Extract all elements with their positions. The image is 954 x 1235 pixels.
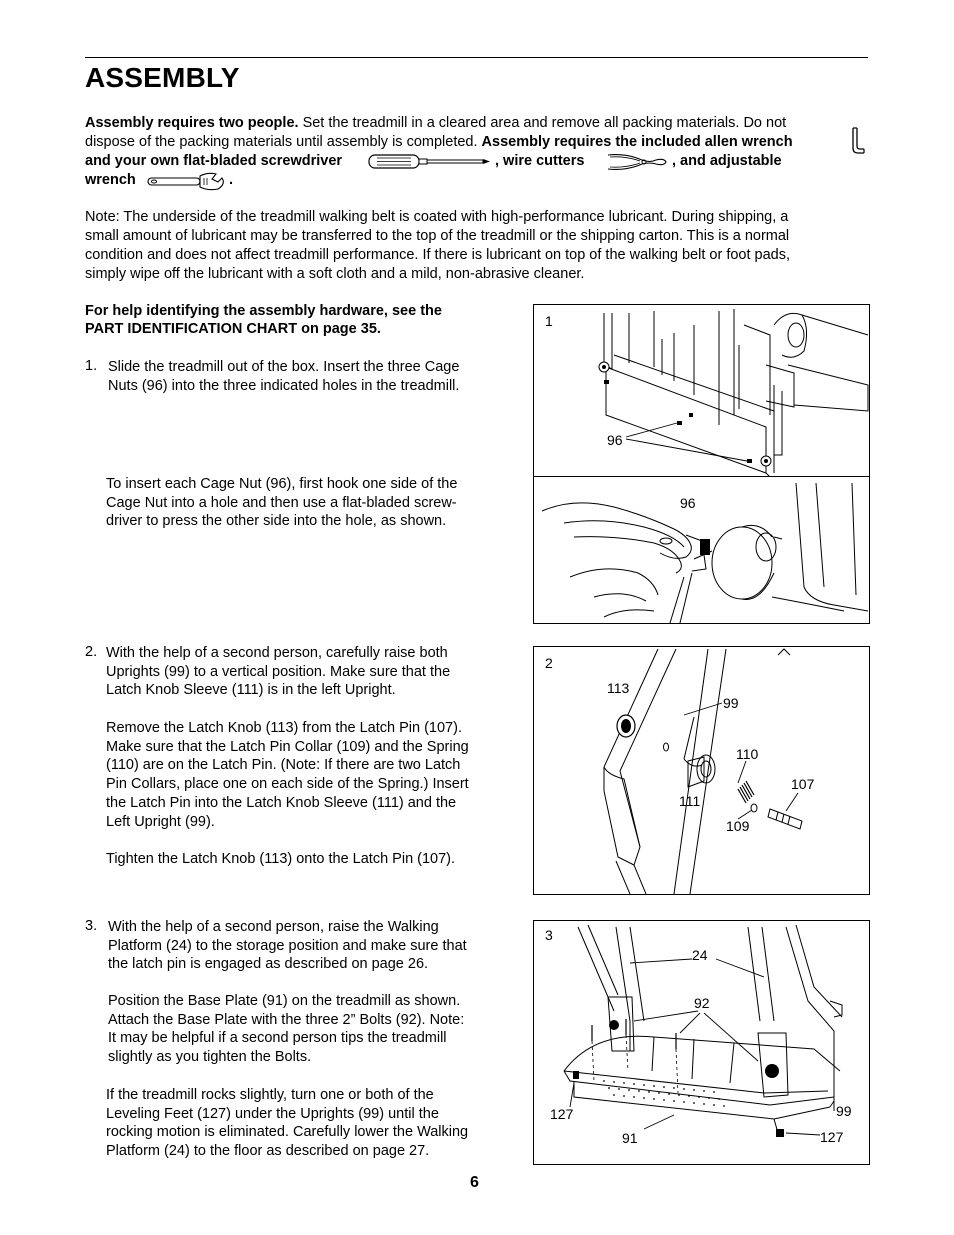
figure-2 <box>533 646 870 895</box>
header-rule <box>85 57 868 58</box>
step-2-text: With the help of a second person, carefully raise both Uprights (99) to a vertical position. Make sure that the Latch Knob Sleeve (111) is in the left Upright. <box>106 645 451 699</box>
figure-3-callout-91: 91 <box>622 1130 638 1146</box>
figure-1-detail-drawing <box>534 477 869 623</box>
page-title: ASSEMBLY <box>85 62 240 93</box>
figure-1-detail <box>533 476 870 624</box>
step-1-text: Slide the treadmill out of the box. Insert the three Cage Nuts (96) into the three indicated holes in the treadmill. <box>108 359 460 394</box>
figure-1-callout-96: 96 <box>607 432 623 448</box>
help-line-1: For help identifying the assembly hardware, see the <box>85 303 442 319</box>
figure-3-callout-99: 99 <box>836 1103 852 1119</box>
figure-3-callout-24: 24 <box>692 947 708 963</box>
step-1-text-2: To insert each Cage Nut (96), first hook one side of the Cage Nut into a hole and then use a flat-bladed screw- driver to press the other side into the hole, as shown. <box>106 476 458 530</box>
note-line-4: simply wipe off the lubricant with a soft cloth and a mild, non-abrasive cleaner. <box>85 266 585 282</box>
figure-2-callout-111: 111 <box>679 793 701 809</box>
figure-3-number: 3 <box>545 927 553 943</box>
adjustable-wrench-icon <box>146 170 226 192</box>
figure-1 <box>533 304 870 478</box>
figure-2-callout-109: 109 <box>726 818 750 834</box>
figure-2-callout-110: 110 <box>736 746 759 762</box>
page-number: 6 <box>470 1174 479 1191</box>
step-2-number: 2. <box>85 644 98 660</box>
help-line-2: PART IDENTIFICATION CHART on page 35. <box>85 321 381 337</box>
figure-2-number: 2 <box>545 655 553 671</box>
intro-period: . <box>229 172 234 188</box>
figure-1-number: 1 <box>545 313 553 329</box>
note-line-3: condition and does not affect treadmill performance. If there is lubricant on top of the walking belt or foot pads, <box>85 247 791 263</box>
allen-wrench-icon <box>848 126 866 156</box>
figure-1-drawing <box>534 305 869 477</box>
step-3-text-2: Position the Base Plate (91) on the treadmill as shown. Attach the Base Plate with the three 2” Bolts (92). Note: It may be helpful if a second person tips the treadmill slightly as you tighten the Bolts. <box>108 993 465 1066</box>
step-2-text-3: Tighten the Latch Knob (113) onto the Latch Pin (107). <box>106 851 456 867</box>
figure-3-callout-127-left: 127 <box>550 1106 574 1122</box>
intro-line-2: dispose of the packing materials until assembly is completed. Assembly requires the included allen wrench <box>85 134 793 150</box>
figure-2-callout-99: 99 <box>723 695 739 711</box>
figure-3-callout-92: 92 <box>694 995 710 1011</box>
figure-1-detail-callout-96: 96 <box>680 495 696 511</box>
intro-line-1: Assembly requires two people. Set the treadmill in a cleared area and remove all packing materials. Do not <box>85 115 787 131</box>
intro-line-3: and your own flat-bladed screwdriver <box>85 153 343 169</box>
intro-wire-cutters: , wire cutters <box>495 153 585 169</box>
step-1-number: 1. <box>85 358 98 374</box>
intro-adjustable: , and adjustable <box>672 153 782 169</box>
wire-cutters-icon <box>606 151 668 173</box>
intro-wrench: wrench <box>85 172 136 188</box>
step-3-number: 3. <box>85 918 98 934</box>
step-3-text: With the help of a second person, raise the Walking Platform (24) to the storage position and make sure that the latch pin is engaged as described on page 26. <box>108 919 467 973</box>
figure-3 <box>533 920 870 1165</box>
step-2-text-2: Remove the Latch Knob (113) from the Latch Pin (107). Make sure that the Latch Pin Collar (109) and the Spring (110) are on the Latch Pin. (Note: If there are two Latch Pin Collars, place one on each side of the Spring.) Insert the Latch Pin into the Latch Knob Sleeve (111) and the Left Upright (99). <box>106 720 469 830</box>
figure-2-callout-107: 107 <box>791 776 815 792</box>
screwdriver-icon <box>367 152 493 172</box>
figure-2-drawing <box>534 647 869 894</box>
note-line-1: Note: The underside of the treadmill walking belt is coated with high-performance lubricant. During shipping, a <box>85 209 789 225</box>
figure-2-callout-113: 113 <box>607 680 630 696</box>
note-line-2: small amount of lubricant may be transferred to the top of the treadmill or the shipping carton. This is a normal <box>85 228 790 244</box>
figure-3-callout-127-right: 127 <box>820 1129 844 1145</box>
step-3-text-3: If the treadmill rocks slightly, turn one or both of the Leveling Feet (127) under the Uprights (99) until the rocking motion is eliminated. Carefully lower the Walking Platform (24) to the floor as described on page 27. <box>106 1087 469 1160</box>
